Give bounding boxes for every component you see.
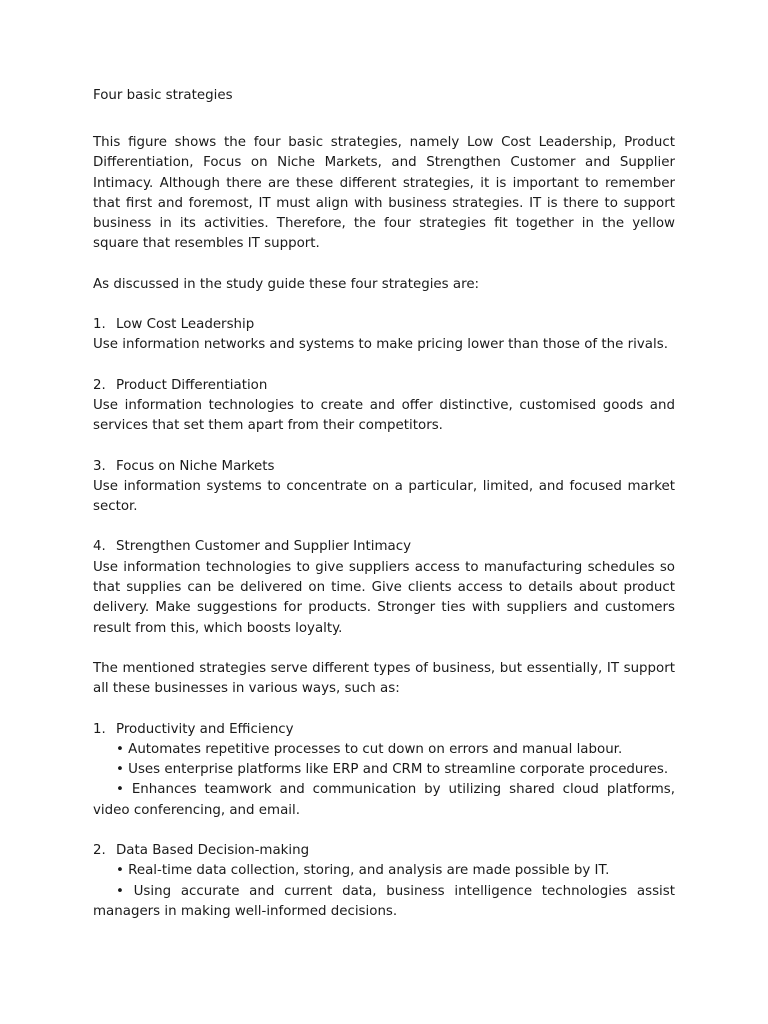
strategy-heading	[93, 537, 675, 557]
strategy-number: 2.	[93, 377, 106, 393]
strategy-heading	[93, 457, 675, 477]
lead-in-paragraph: As discussed in the study guide these four strategies are:	[93, 276, 480, 292]
intro-paragraph: This figure shows the four basic strategies, namely Low Cost Leadership, Product Differentiation, Focus on Niche Markets, and Strengthen Customer and Supplier Intimacy. Although there are these different strategies, it is important to remember that first and foremost, IT must align with business strategies. IT is there to support business in its activities. Therefore, the four strategies fit together in the yellow square that resembles IT support.	[93, 135, 675, 252]
strategy-heading-text: Product Differentiation	[116, 377, 268, 393]
strategy-item	[93, 315, 675, 356]
page-title: Four basic strategies	[93, 88, 233, 103]
strategy-item	[93, 376, 675, 437]
document-content	[93, 86, 675, 922]
strategy-item	[93, 457, 675, 518]
strategy-heading	[93, 376, 675, 396]
strategy-number: 3.	[93, 458, 106, 474]
strategy-body: Use information technologies to create and offer distinctive, customised goods and services that set them apart from their competitors.	[93, 397, 675, 434]
bullet-item: • Real-time data collection, storing, and analysis are made possible by IT.	[116, 863, 610, 879]
strategy-heading	[93, 315, 675, 335]
support-heading	[93, 720, 675, 740]
support-number: 1.	[93, 721, 106, 737]
bullet-list	[93, 740, 675, 821]
bullet-list	[93, 861, 675, 922]
support-number: 2.	[93, 843, 106, 859]
strategy-number: 4.	[93, 539, 106, 555]
strategy-body: Use information networks and systems to make pricing lower than those of the rivals.	[93, 337, 668, 353]
support-heading-text: Productivity and Efficiency	[116, 721, 294, 737]
support-heading-text: Data Based Decision-making	[116, 843, 310, 859]
strategy-body: Use information systems to concentrate on a particular, limited, and focused market sector.	[93, 478, 675, 515]
support-item	[93, 720, 675, 821]
bullet-item: • Enhances teamwork and communication by utilizing shared cloud platforms, video conferencing, and email.	[93, 782, 675, 818]
strategy-item	[93, 537, 675, 638]
transition-paragraph: The mentioned strategies serve different types of business, but essentially, IT support all these businesses in various ways, such as:	[93, 660, 675, 697]
strategy-heading-text: Strengthen Customer and Supplier Intimacy	[116, 539, 412, 555]
support-item	[93, 841, 675, 922]
strategy-heading-text: Low Cost Leadership	[116, 317, 255, 333]
bullet-item: • Uses enterprise platforms like ERP and CRM to streamline corporate procedures.	[116, 762, 669, 778]
bullet-item: • Automates repetitive processes to cut down on errors and manual labour.	[116, 741, 623, 757]
strategy-body: Use information technologies to give suppliers access to manufacturing schedules so that supplies can be delivered on time. Give clients access to details about product delivery. Make suggestions for products. Stronger ties with suppliers and customers result from this, which boosts loyalty.	[93, 559, 675, 636]
strategy-heading-text: Focus on Niche Markets	[116, 458, 275, 474]
bullet-item: • Using accurate and current data, business intelligence technologies assist managers in making well-informed decisions.	[93, 883, 675, 919]
support-heading	[93, 841, 675, 861]
strategy-number: 1.	[93, 317, 106, 333]
